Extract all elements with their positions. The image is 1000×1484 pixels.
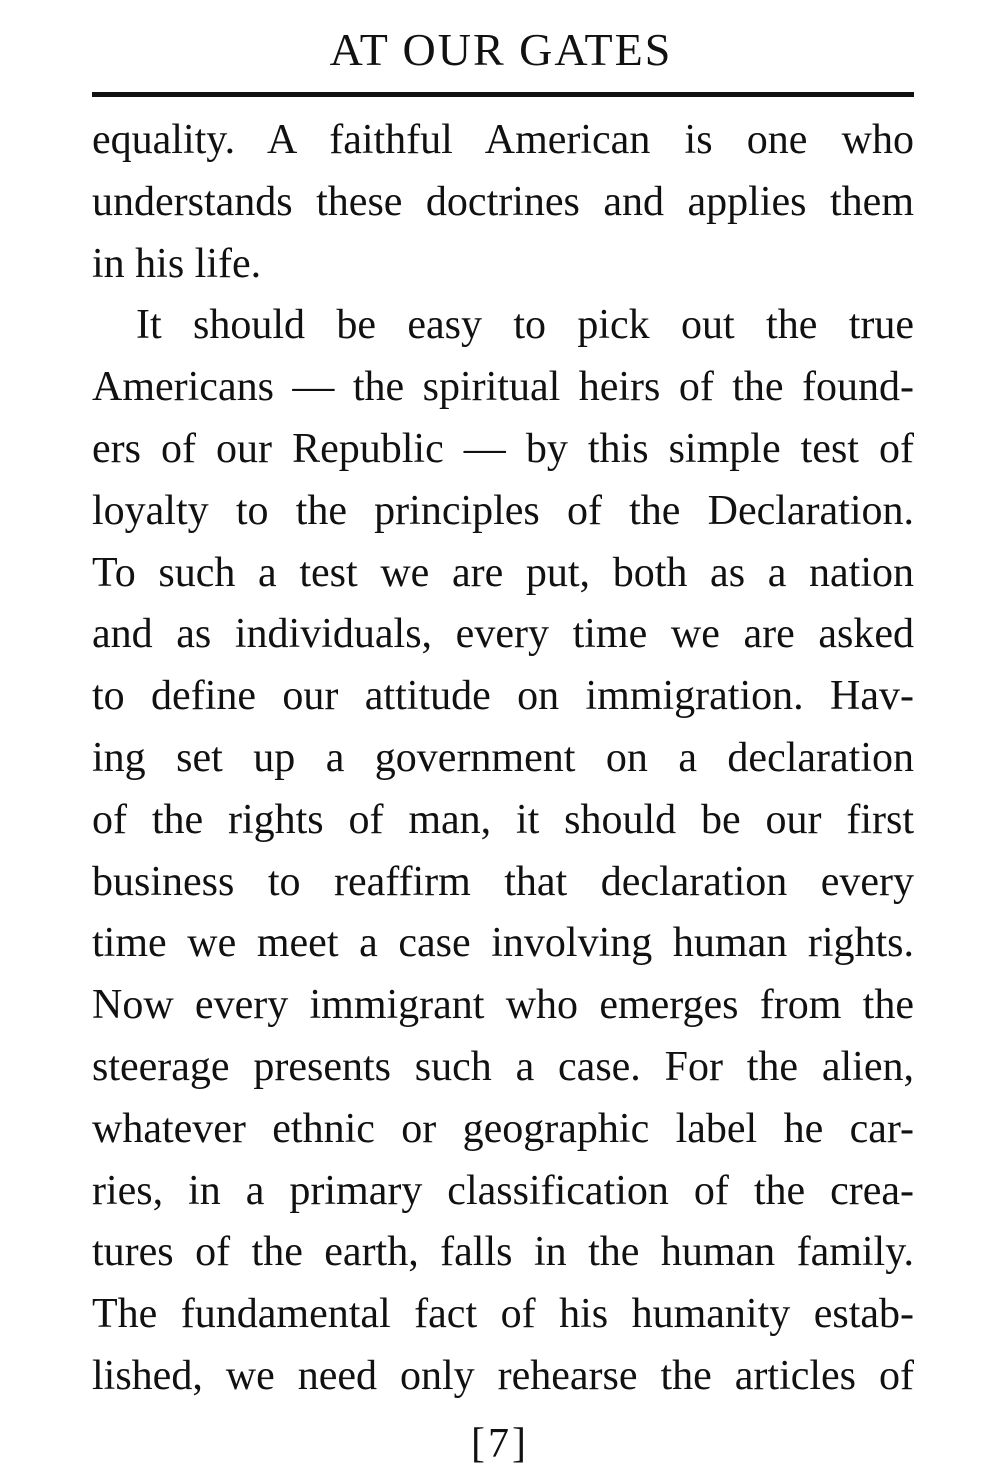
header-rule xyxy=(92,92,914,97)
text-line: It should be easy to pick out the true xyxy=(136,302,914,349)
page-number: [7] xyxy=(471,1421,529,1467)
text-line: understands these doctrines and applies them xyxy=(92,178,914,225)
text-line: steerage presents such a case. For the alien, xyxy=(92,1043,914,1090)
text-line: tures of the earth, falls in the human family. xyxy=(92,1229,914,1276)
text-line: lished, we need only rehearse the articles of xyxy=(92,1352,914,1399)
text-line: to define our attitude on immigration. Hav- xyxy=(92,673,914,720)
text-line: The fundamental fact of his humanity estab- xyxy=(92,1291,914,1338)
text-line: equality. A faithful American is one who xyxy=(92,117,914,163)
text-line: Americans — the spiritual heirs of the found- xyxy=(92,364,914,411)
text-line: time we meet a case involving human rights. xyxy=(92,920,914,967)
text-line: ers of our Republic — by this simple test of xyxy=(92,425,914,472)
text-line: To such a test we are put, both as a nation xyxy=(92,549,914,596)
text-line: business to reaffirm that declaration every xyxy=(92,858,914,905)
text-line: Now every immigrant who emerges from the xyxy=(92,982,914,1029)
body-text xyxy=(92,110,914,1408)
text-line: and as individuals, every time we are asked xyxy=(92,611,914,658)
text-line: ries, in a primary classification of the crea- xyxy=(92,1167,914,1214)
text-line: ing set up a government on a declaration xyxy=(92,734,914,781)
text-line: in his life. xyxy=(92,240,262,287)
text-line: loyalty to the principles of the Declaration. xyxy=(92,487,914,534)
running-head: AT OUR GATES xyxy=(329,24,673,75)
text-line: whatever ethnic or geographic label he car- xyxy=(92,1105,914,1152)
text-line: of the rights of man, it should be our first xyxy=(92,796,914,843)
